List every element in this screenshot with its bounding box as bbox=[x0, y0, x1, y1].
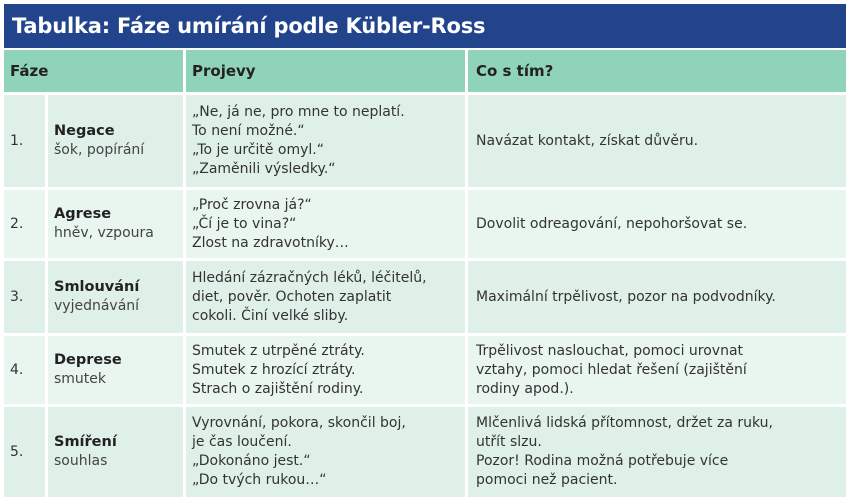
projevy-cell bbox=[186, 336, 468, 404]
co-s-tim-cell bbox=[468, 95, 846, 187]
phase-number: 4. bbox=[4, 336, 48, 404]
phase-subtitle: vyjednávání bbox=[54, 298, 140, 314]
projevy-line: Vyrovnání, pokora, skončil boj, bbox=[192, 415, 406, 431]
co-line: pomoci než pacient. bbox=[476, 472, 618, 488]
phase-name: Negace bbox=[54, 123, 115, 139]
projevy-line: „Čí je to vina?“ bbox=[192, 215, 297, 232]
projevy-line: Smutek z utrpěné ztráty. bbox=[192, 342, 365, 359]
projevy-cell bbox=[186, 261, 468, 333]
phase-number: 2. bbox=[4, 190, 48, 258]
table-row bbox=[4, 190, 846, 258]
phase-name-cell bbox=[48, 336, 186, 404]
phase-name-cell bbox=[48, 95, 186, 187]
phase-name: Agrese bbox=[54, 206, 112, 222]
co-s-tim-cell bbox=[468, 336, 846, 404]
phase-number: 5. bbox=[4, 407, 48, 497]
projevy-line: „Proč zrovna já?“ bbox=[192, 196, 312, 213]
projevy-line: Smutek z hrozící ztráty. bbox=[192, 361, 356, 378]
table-header-row bbox=[4, 50, 846, 92]
phase-name-cell bbox=[48, 261, 186, 333]
table-row bbox=[4, 95, 846, 187]
co-line: utřít slzu. bbox=[476, 434, 542, 450]
table-row bbox=[4, 407, 846, 497]
table-row bbox=[4, 261, 846, 333]
projevy-line: „Do tvých rukou…“ bbox=[192, 472, 327, 488]
co-line: rodiny apod.). bbox=[476, 380, 574, 397]
header-faze: Fáze bbox=[4, 50, 186, 92]
projevy-line: To není možné.“ bbox=[192, 123, 305, 139]
projevy-line: „Ne, já ne, pro mne to neplatí. bbox=[192, 104, 405, 120]
phase-subtitle: šok, popírání bbox=[54, 142, 145, 158]
header-projevy: Projevy bbox=[186, 50, 468, 92]
phase-number: 1. bbox=[4, 95, 48, 187]
co-line: Dovolit odreagování, nepohoršovat se. bbox=[476, 215, 748, 232]
projevy-line: „To je určitě omyl.“ bbox=[192, 142, 325, 158]
projevy-cell bbox=[186, 190, 468, 258]
co-s-tim-cell bbox=[468, 190, 846, 258]
projevy-line: „Dokonáno jest.“ bbox=[192, 453, 311, 469]
phase-name-cell bbox=[48, 407, 186, 497]
phase-number: 3. bbox=[4, 261, 48, 333]
table-row bbox=[4, 336, 846, 404]
projevy-line: cokoli. Činí velké sliby. bbox=[192, 307, 349, 324]
co-line: Mlčenlivá lidská přítomnost, držet za ruku, bbox=[476, 415, 773, 431]
projevy-line: Hledání zázračných léků, léčitelů, bbox=[192, 269, 427, 286]
co-line: Pozor! Rodina možná potřebuje více bbox=[476, 453, 729, 469]
co-s-tim-cell bbox=[468, 261, 846, 333]
projevy-cell bbox=[186, 95, 468, 187]
co-line: Trpělivost naslouchat, pomoci urovnat bbox=[476, 342, 744, 359]
co-line: Navázat kontakt, získat důvěru. bbox=[476, 132, 699, 149]
projevy-cell bbox=[186, 407, 468, 497]
header-co-s-tim: Co s tím? bbox=[468, 50, 846, 92]
co-s-tim-cell bbox=[468, 407, 846, 497]
projevy-line: je čas loučení. bbox=[192, 434, 292, 450]
co-line: vztahy, pomoci hledat řešení (zajištění bbox=[476, 361, 747, 378]
phase-subtitle: souhlas bbox=[54, 453, 108, 469]
projevy-line: Zlost na zdravotníky… bbox=[192, 234, 349, 251]
projevy-line: diet, pověr. Ochoten zaplatit bbox=[192, 288, 392, 305]
projevy-line: „Zaměnili výsledky.“ bbox=[192, 161, 336, 177]
phase-name: Smíření bbox=[54, 434, 117, 450]
co-line: Maximální trpělivost, pozor na podvodníky. bbox=[476, 288, 776, 305]
phase-name: Smlouvání bbox=[54, 279, 140, 295]
phase-name-cell bbox=[48, 190, 186, 258]
phase-name: Deprese bbox=[54, 352, 122, 368]
phase-subtitle: hněv, vzpoura bbox=[54, 225, 154, 241]
projevy-line: Strach o zajištění rodiny. bbox=[192, 380, 364, 397]
phase-subtitle: smutek bbox=[54, 371, 107, 387]
table-title: Tabulka: Fáze umírání podle Kübler-Ross bbox=[4, 4, 846, 48]
